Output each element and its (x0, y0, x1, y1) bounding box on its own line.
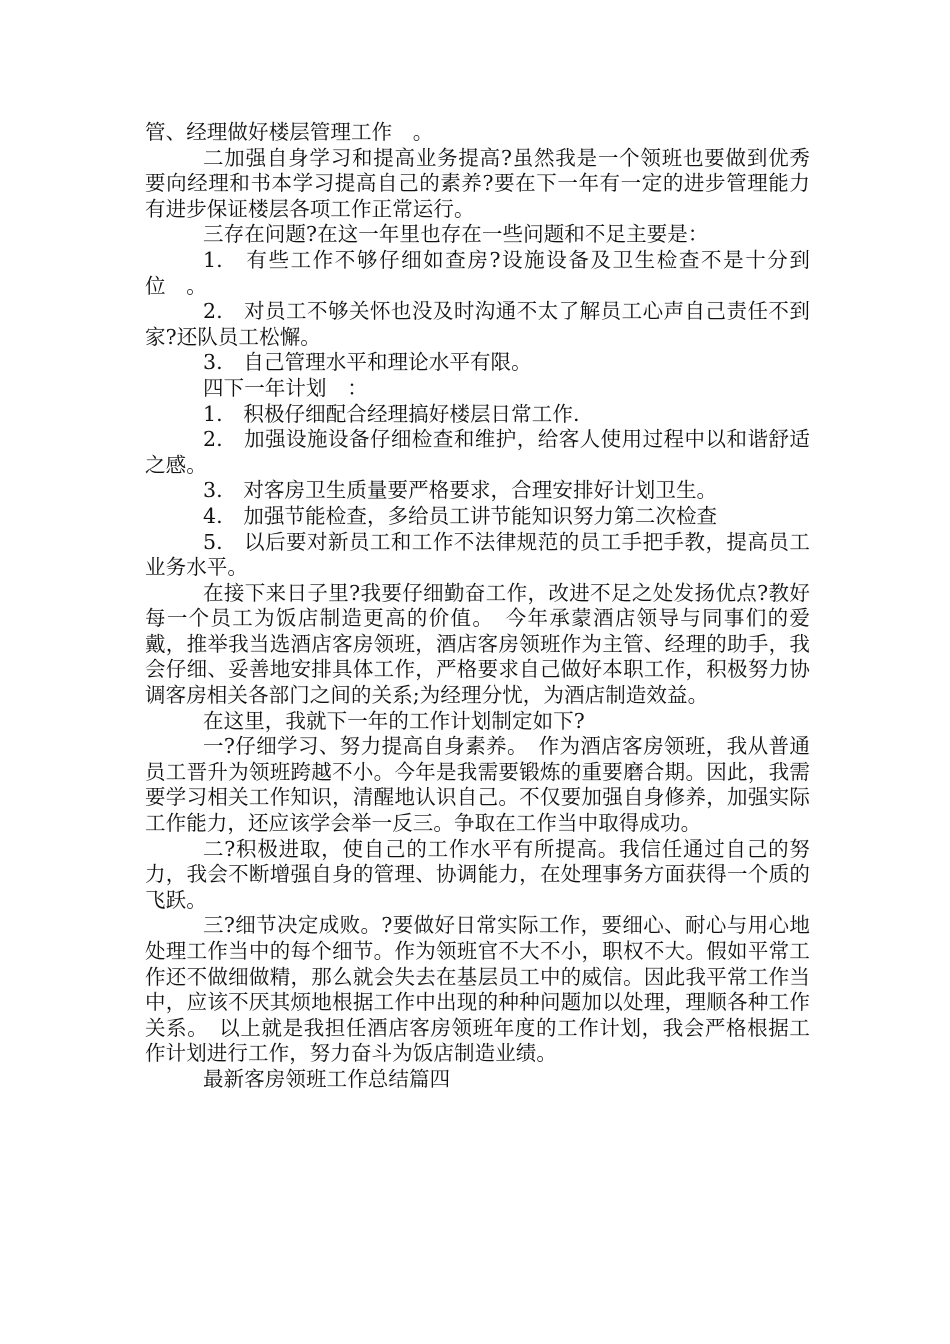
paragraph-1: 管、经理做好楼层管理工作 。 (145, 120, 434, 144)
paragraph-17: 三?细节决定成败。?要做好日常实际工作，要细心、耐心与用心地处理工作当中的每个细节。作为领班官不大不小，职权不大。假如平常工作还不做细做精，那么就会失去在基层员工中的威信。因此我平常工作当中，应该不厌其烦地根据工作中出现的种种问题加以处理，理顺各种工作关系。 以上就是我担任酒店客房领班年度的工作计划，我会严格根据工作计划进行工作，努力奋斗为饭店制造业绩。 (145, 913, 810, 1066)
paragraph-7: 四下一年计划 ： (203, 375, 368, 400)
paragraph-9: 2. 加强设施设备仔细检查和维护，给客人使用过程中以和谐舒适之感。 (145, 427, 810, 477)
paragraph-16: 二?积极进取，使自己的工作水平有所提高。我信任通过自己的努力，我会不断增强自身的管理、协调能力，在处理事务方面获得一个质的飞跃。 (145, 836, 810, 912)
paragraph-10: 3. 对客房卫生质量要严格要求，合理安排好计划卫生。 (203, 478, 718, 503)
paragraph-11: 4. 加强节能检查，多给员工讲节能知识努力第二次检查 (203, 503, 718, 528)
paragraph-14: 在这里，我就下一年的工作计划制定如下? (203, 708, 585, 733)
paragraph-12: 5. 以后要对新员工和工作不法律规范的员工手把手教，提高员工业务水平。 (145, 529, 810, 580)
paragraph-3: 三存在问题?在这一年里也存在一些问题和不足主要是： (203, 222, 709, 247)
paragraph-2: 二加强自身学习和提高业务提高?虽然我是一个领班也要做到优秀要向经理和书本学习提高自己的素养?要在下一年有一定的进步管理能力有进步保证楼层各项工作正常运行。 (145, 145, 810, 221)
paragraph-13: 在接下来日子里?我要仔细勤奋工作，改进不足之处发扬优点?教好每一个员工为饭店制造更高的价值。 今年承蒙酒店领导与同事们的爱戴，推举我当选酒店客房领班，酒店客房领班作为主管、经理的助手，我会仔细、妥善地安排具体工作，严格要求自己做好本职工作，积极努力协调客房相关各部门之间的关系;为经理分忧，为酒店制造效益。 (145, 580, 810, 708)
paragraph-8: 1. 积极仔细配合经理搞好楼层日常工作. (203, 401, 580, 426)
paragraph-6: 3. 自己管理水平和理论水平有限。 (203, 350, 532, 375)
paragraph-4: 1. 有些工作不够仔细如查房?设施设备及卫生检查不是十分到位 。 (145, 247, 810, 298)
section-heading: 最新客房领班工作总结篇四 (203, 1066, 451, 1091)
document-body (145, 120, 810, 1093)
paragraph-15: 一?仔细学习、努力提高自身素养。 作为酒店客房领班，我从普通员工晋升为领班跨越不小。今年是我需要锻炼的重要磨合期。因此，我需要学习相关工作知识，清醒地认识自己。不仅要加强自身修养，加强实际工作能力，还应该学会举一反三。争取在工作当中取得成功。 (145, 734, 810, 836)
paragraph-5: 2. 对员工不够关怀也没及时沟通不太了解员工心声自己责任不到家?还队员工松懈。 (145, 299, 810, 349)
